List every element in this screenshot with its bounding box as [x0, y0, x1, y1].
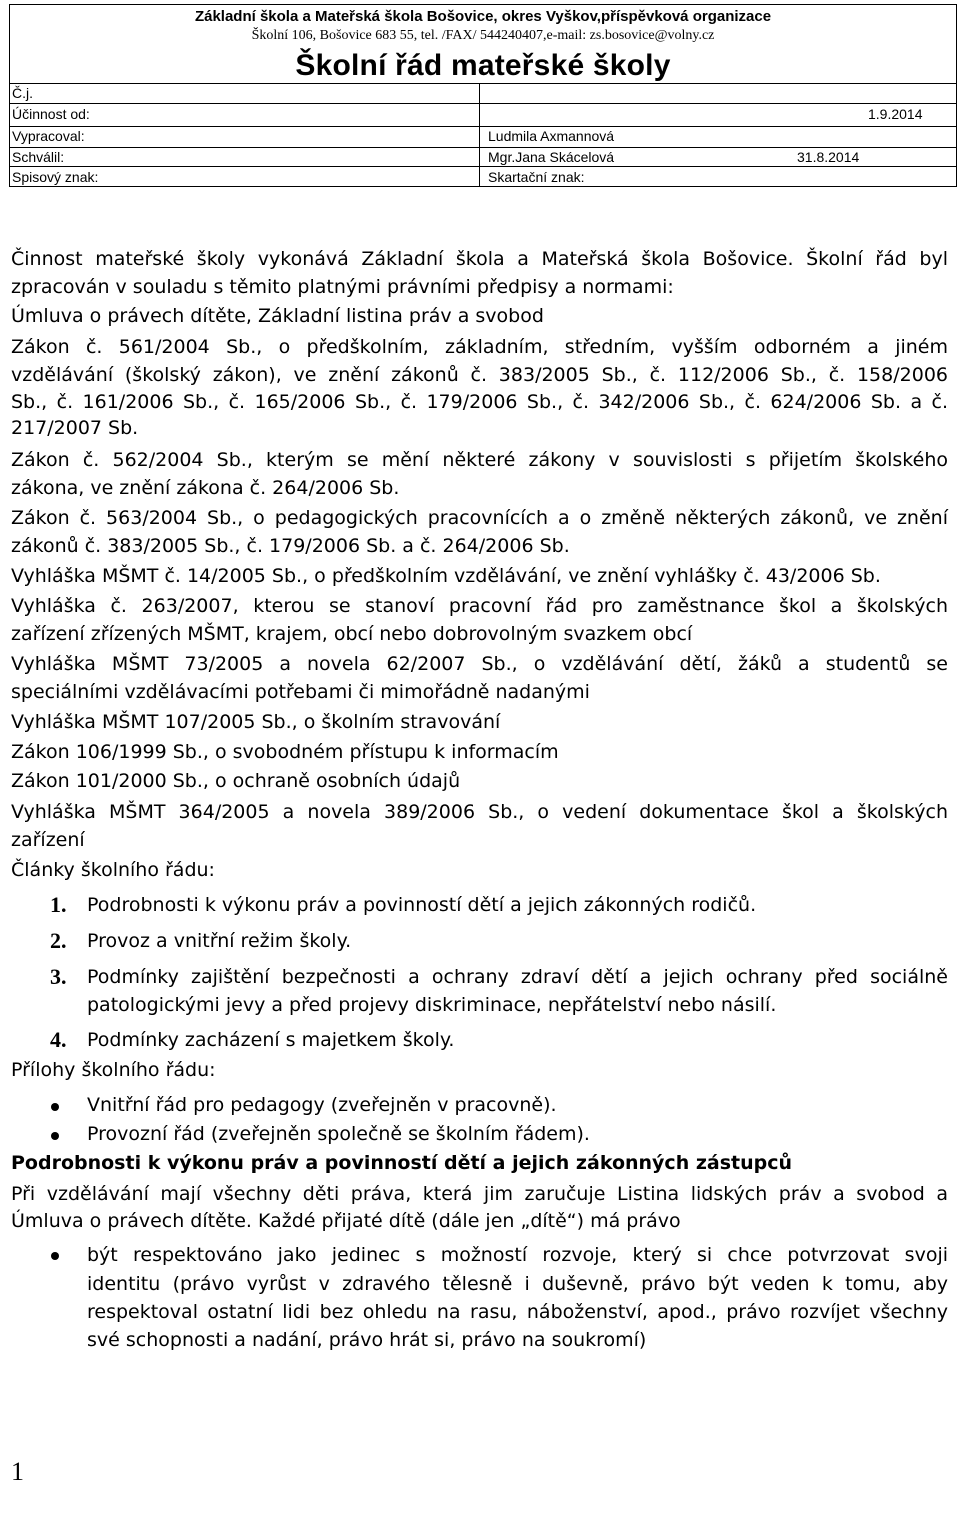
table-divider — [10, 103, 956, 104]
article-number: 1. — [50, 892, 67, 917]
school-address: Školní 106, Bošovice 683 55, tel. /FAX/ 544240407,e-mail: zs.bosovice@volny.cz — [251, 28, 715, 43]
articles-label: Články školního řádu: — [11, 859, 215, 881]
law-item: Zákon 101/2000 Sb., o ochraně osobních údajů — [11, 770, 461, 792]
annex-label: Přílohy školního řádu: — [11, 1059, 216, 1081]
bullet-icon — [51, 1103, 59, 1111]
annex-item: Provozní řád (zveřejněn společně se školním řádem). — [87, 1123, 590, 1145]
law-item: zařízení zřízených MŠMT, krajem, obcí nebo dobrovolným svazkem obcí — [11, 623, 693, 645]
law-item: Vyhláška MŠMT 107/2005 Sb., o školním stravování — [11, 711, 501, 733]
law-item: Vyhláška MŠMT 73/2005 a novela 62/2007 Sb., o vzdělávání dětí, žáků a studentů se — [11, 653, 948, 675]
approved-date: 31.8.2014 — [797, 149, 860, 165]
law-item: Zákon č. 562/2004 Sb., kterým se mění některé zákony v souvislosti s přijetím školského — [11, 449, 948, 471]
intro-line: zpracován v souladu s těmito platnými právními předpisy a normami: — [11, 276, 674, 298]
page-number: 1 — [11, 1457, 24, 1486]
annex-item: Vnitřní řád pro pedagogy (zveřejněn v pracovně). — [87, 1094, 557, 1116]
law-item: zákonů č. 383/2005 Sb., č. 179/2006 Sb. a č. 264/2006 Sb. — [11, 535, 570, 557]
table-divider — [10, 83, 956, 84]
section-heading: Podrobnosti k výkonu práv a povinností dětí a jejich zákonných zástupců — [11, 1152, 793, 1174]
law-item: speciálními vzdělávacími potřebami či mimořádně nadanými — [11, 681, 590, 703]
effective-value: 1.9.2014 — [868, 106, 923, 122]
law-item: Vyhláška MŠMT 364/2005 a novela 389/2006 Sb., o vedení dokumentace škol a školských — [11, 801, 948, 823]
table-divider — [10, 126, 956, 127]
table-divider — [10, 166, 956, 167]
article-text: Podmínky zajištění bezpečnosti a ochrany zdraví dětí a jejich ochrany před sociálně — [87, 966, 948, 988]
effective-label: Účinnost od: — [12, 106, 90, 122]
document-title: Školní řád mateřské školy — [295, 49, 671, 82]
right-item: identitu (právo vyrůst v zdravého tělesně i duševně, právo být veden k tomu, aby — [87, 1273, 948, 1295]
law-item: vzdělávání (školský zákon), ve znění zákonů č. 383/2005 Sb., č. 112/2006 Sb., č. 158/2006 — [11, 364, 948, 386]
law-item: Úmluva o právech dítěte, Základní listina práv a svobod — [11, 305, 544, 327]
table-divider — [10, 147, 956, 148]
table-column-divider — [479, 83, 480, 187]
law-item: zařízení — [11, 829, 85, 851]
law-item: Sb., č. 161/2006 Sb., č. 165/2006 Sb., č. 179/2006 Sb., č. 342/2006 Sb., č. 624/2006 Sb. a č. — [11, 391, 948, 413]
article-number: 3. — [50, 964, 67, 989]
law-item: Vyhláška MŠMT č. 14/2005 Sb., o předškolním vzdělávání, ve znění vyhlášky č. 43/2006 Sb. — [11, 565, 881, 587]
law-item: Zákon č. 563/2004 Sb., o pedagogických pracovnících a o změně některých zákonů, ve znění — [11, 507, 948, 529]
prepared-value: Ludmila Axmannová — [488, 128, 615, 144]
article-number: 2. — [50, 928, 67, 953]
approved-value: Mgr.Jana Skácelová — [488, 149, 615, 165]
cj-label: Č.j. — [12, 85, 33, 101]
section-paragraph: Úmluva o právech dítěte. Každé přijaté dítě (dále jen „dítě“) má právo — [11, 1210, 681, 1232]
file-label: Spisový znak: — [12, 169, 99, 185]
school-name: Základní škola a Mateřská škola Bošovice, okres Vyškov,příspěvková organizace — [194, 8, 772, 25]
right-item: respektoval ostatní lidi bez ohledu na rasu, náboženství, apod., právo rozvíjet všechny — [87, 1301, 948, 1323]
article-text: Provoz a vnitřní režim školy. — [87, 930, 352, 952]
intro-line: Činnost mateřské školy vykonává Základní škola a Mateřská škola Bošovice. Školní řád byl — [11, 248, 948, 270]
shred-label: Skartační znak: — [488, 169, 585, 185]
prepared-label: Vypracoval: — [12, 128, 85, 144]
right-item: být respektováno jako jedinec s možností rozvoje, který si chce potvrzovat svoji — [87, 1244, 948, 1266]
law-item: Zákon 106/1999 Sb., o svobodném přístupu k informacím — [11, 741, 559, 763]
bullet-icon — [51, 1132, 59, 1140]
law-item: zákona, ve znění zákona č. 264/2006 Sb. — [11, 477, 400, 499]
document-header-table — [9, 4, 957, 187]
article-text: Podrobnosti k výkonu práv a povinností dětí a jejich zákonných rodičů. — [87, 894, 757, 916]
law-item: Vyhláška č. 263/2007, kterou se stanoví pracovní řád pro zaměstnance škol a školských — [11, 595, 948, 617]
law-item: 217/2007 Sb. — [11, 417, 139, 439]
approved-label: Schválil: — [12, 149, 65, 165]
section-paragraph: Při vzdělávání mají všechny děti práva, která jim zaručuje Listina lidských práv a svobod a — [11, 1183, 948, 1205]
article-text: Podmínky zacházení s majetkem školy. — [87, 1029, 455, 1051]
right-item: své schopnosti a nadání, právo hrát si, právo na soukromí) — [87, 1329, 647, 1351]
law-item: Zákon č. 561/2004 Sb., o předškolním, základním, středním, vyšším odborném a jiném — [11, 336, 948, 358]
bullet-icon — [51, 1252, 59, 1260]
article-text: patologickými jevy a před projevy diskriminace, nepřátelství nebo násilí. — [87, 994, 777, 1016]
article-number: 4. — [50, 1027, 67, 1052]
